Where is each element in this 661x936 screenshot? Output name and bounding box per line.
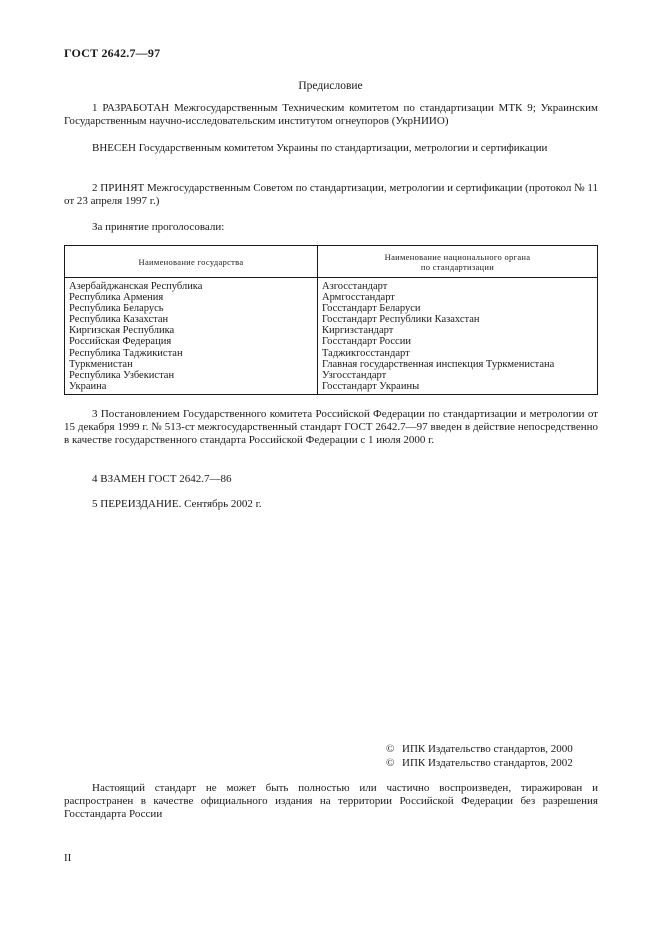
paragraph-introduced-by: ВНЕСЕН Государственным комитетом Украины по стандартизации, метрологии и сертификации [92, 142, 548, 154]
body-cell: Госстандарт Республики Казахстан [322, 314, 480, 326]
body-cell: Госстандарт Беларуси [322, 303, 421, 315]
body-cell: Киргизстандарт [322, 325, 394, 337]
document-code-header: ГОСТ 2642.7—97 [64, 46, 161, 60]
copyright-icon: © [386, 756, 395, 769]
paragraph-reissue: 5 ПЕРЕИЗДАНИЕ. Сентябрь 2002 г. [92, 498, 262, 510]
page-number: II [64, 852, 72, 864]
state-cell: Республика Таджикистан [69, 347, 183, 359]
state-cell: Республика Армения [69, 292, 164, 304]
table-row [65, 278, 598, 395]
paragraph-adopted-by: 2 ПРИНЯТ Межгосударственным Советом по стандартизации, метрологии и сертификации (протокол № 11 от 23 апреля 1997 г.) [64, 182, 598, 207]
state-cell: Киргизская Республика [69, 325, 175, 337]
state-cell: Республика Беларусь [69, 303, 164, 315]
body-cell: Узгосстандарт [322, 369, 387, 381]
body-cell: Армгосстандарт [322, 292, 395, 304]
body-cell: Таджикгосстандарт [322, 347, 410, 359]
state-cell: Республика Узбекистан [69, 369, 175, 381]
voting-states-table [64, 245, 598, 395]
bodies-column [318, 278, 598, 395]
copyright-line-2002 [386, 757, 573, 771]
body-cell: Азгосстандарт [322, 281, 388, 292]
copyright-icon: © [386, 743, 395, 755]
paragraph-resolution: 3 Постановлением Государственного комитета Российской Федерации по стандартизации и метрологии от 15 декабря 1999 г. № 513-ст межгосударственный стандарт ГОСТ 2642.7—97 введен в действие непосредственно в качестве государственного стандарта Российской Федерации с 1 июля 2000 г. [64, 408, 598, 446]
table-header-row [65, 246, 598, 278]
table-header-body-line1: Наименование национального органа [384, 251, 531, 262]
page-title: Предисловие [298, 80, 363, 92]
state-cell: Азербайджанская Республика [69, 281, 203, 292]
body-cell: Госстандарт России [322, 336, 411, 348]
states-column [65, 278, 318, 395]
paragraph-replaces: 4 ВЗАМЕН ГОСТ 2642.7—86 [92, 473, 232, 485]
body-cell: Главная государственная инспекция Туркменистана [322, 358, 555, 370]
state-cell: Республика Казахстан [69, 314, 169, 326]
table-header-body [318, 246, 598, 278]
copyright-line-2000 [386, 743, 573, 757]
paragraph-voted-for: За принятие проголосовали: [92, 221, 225, 233]
state-cell: Украина [69, 380, 107, 392]
state-cell: Туркменистан [69, 358, 133, 370]
body-cell: Госстандарт Украины [322, 380, 420, 392]
copyright-text: ИПК Издательство стандартов, 2002 [402, 756, 573, 769]
reproduction-notice: Настоящий стандарт не может быть полностью или частично воспроизведен, тиражирован и распространен в качестве официального издания на территории Российской Федерации без разрешения Госстандарта России [64, 782, 598, 820]
paragraph-developed-by: 1 РАЗРАБОТАН Межгосударственным Техническим комитетом по стандартизации МТК 9; Украинским Государственным научно-исследовательским институтом огнеупоров (УкрНИИО) [64, 102, 598, 127]
table-header-state: Наименование государства [65, 246, 318, 278]
state-cell: Российская Федерация [69, 336, 172, 348]
copyright-text: ИПК Издательство стандартов, 2000 [402, 743, 573, 755]
table-header-body-line2: по стандартизации [420, 261, 495, 272]
copyright-block [386, 743, 573, 770]
